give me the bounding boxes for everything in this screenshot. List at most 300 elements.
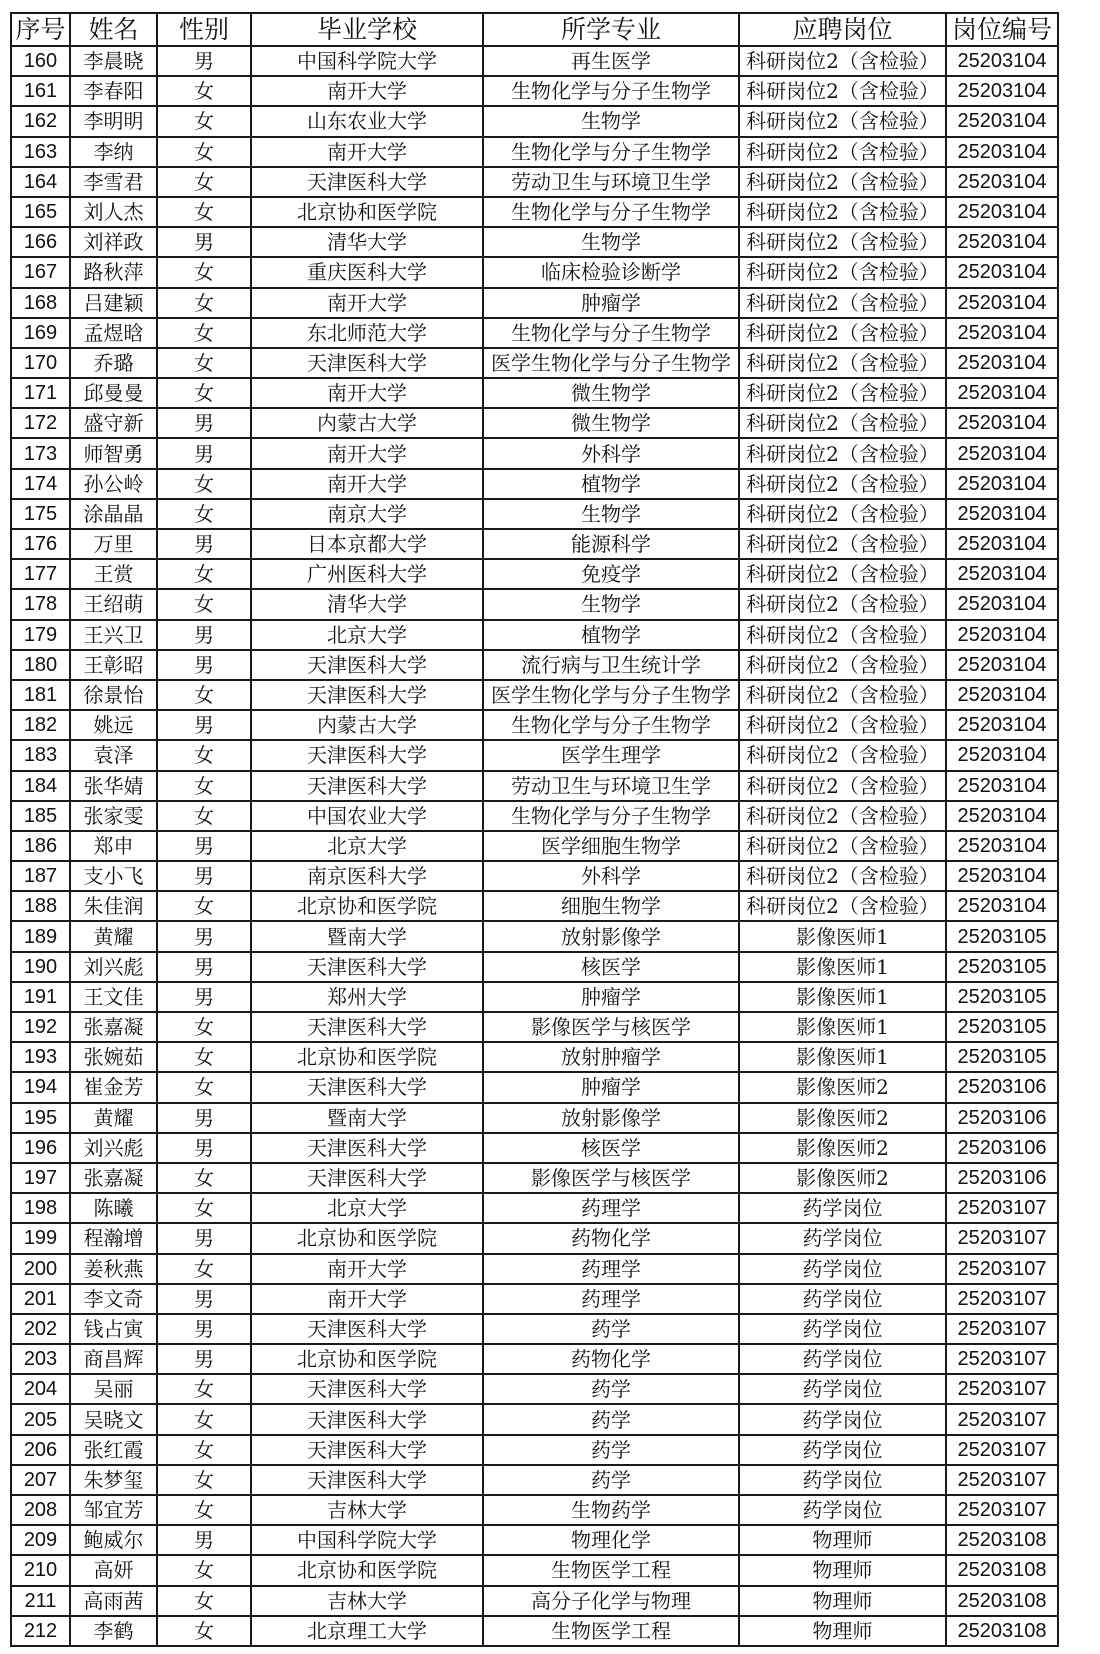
cell-index: 207 — [11, 1465, 70, 1495]
cell-position-code: 25203107 — [946, 1254, 1058, 1284]
cell-gender: 男 — [157, 982, 251, 1012]
cell-school: 南京大学 — [251, 499, 483, 529]
cell-gender: 女 — [157, 1586, 251, 1616]
cell-index: 187 — [11, 861, 70, 891]
cell-position: 科研岗位2（含检验） — [739, 861, 946, 891]
cell-index: 168 — [11, 288, 70, 318]
cell-gender: 女 — [157, 1495, 251, 1525]
table-row — [11, 589, 1058, 619]
cell-major: 生物化学与分子生物学 — [483, 801, 739, 831]
header-name: 姓名 — [70, 13, 157, 46]
cell-position: 影像医师2 — [739, 1133, 946, 1163]
cell-school: 北京协和医学院 — [251, 1223, 483, 1253]
cell-name: 程瀚增 — [70, 1223, 157, 1253]
cell-index: 178 — [11, 589, 70, 619]
cell-name: 王绍萌 — [70, 589, 157, 619]
cell-major: 药物化学 — [483, 1344, 739, 1374]
cell-school: 山东农业大学 — [251, 106, 483, 136]
cell-gender: 女 — [157, 740, 251, 770]
cell-major: 外科学 — [483, 861, 739, 891]
cell-index: 169 — [11, 318, 70, 348]
cell-index: 163 — [11, 137, 70, 167]
cell-major: 肿瘤学 — [483, 1072, 739, 1102]
cell-major: 药学 — [483, 1404, 739, 1434]
cell-major: 放射影像学 — [483, 921, 739, 951]
cell-gender: 女 — [157, 167, 251, 197]
cell-gender: 女 — [157, 137, 251, 167]
cell-gender: 女 — [157, 1435, 251, 1465]
cell-position-code: 25203104 — [946, 620, 1058, 650]
cell-gender: 男 — [157, 46, 251, 76]
cell-position-code: 25203107 — [946, 1374, 1058, 1404]
cell-school: 吉林大学 — [251, 1495, 483, 1525]
table-row — [11, 1586, 1058, 1616]
table-body — [11, 46, 1058, 1646]
cell-major: 免疫学 — [483, 559, 739, 589]
cell-index: 193 — [11, 1042, 70, 1072]
cell-school: 南开大学 — [251, 438, 483, 468]
table-row — [11, 469, 1058, 499]
table-row — [11, 106, 1058, 136]
cell-index: 190 — [11, 952, 70, 982]
header-school: 毕业学校 — [251, 13, 483, 46]
cell-position-code: 25203105 — [946, 1042, 1058, 1072]
cell-school: 南开大学 — [251, 469, 483, 499]
table-row — [11, 861, 1058, 891]
cell-position-code: 25203104 — [946, 197, 1058, 227]
cell-gender: 男 — [157, 1223, 251, 1253]
table-row — [11, 529, 1058, 559]
cell-name: 路秋萍 — [70, 257, 157, 287]
cell-index: 180 — [11, 650, 70, 680]
cell-school: 天津医科大学 — [251, 1465, 483, 1495]
cell-gender: 男 — [157, 408, 251, 438]
cell-school: 南开大学 — [251, 1254, 483, 1284]
cell-index: 181 — [11, 680, 70, 710]
table-row — [11, 1314, 1058, 1344]
cell-name: 李明明 — [70, 106, 157, 136]
cell-index: 160 — [11, 46, 70, 76]
table-row — [11, 257, 1058, 287]
cell-major: 肿瘤学 — [483, 982, 739, 1012]
cell-school: 中国农业大学 — [251, 801, 483, 831]
cell-school: 北京协和医学院 — [251, 1042, 483, 1072]
cell-school: 北京大学 — [251, 620, 483, 650]
table-row — [11, 438, 1058, 468]
cell-position: 科研岗位2（含检验） — [739, 408, 946, 438]
cell-index: 210 — [11, 1555, 70, 1585]
cell-school: 天津医科大学 — [251, 1435, 483, 1465]
cell-school: 天津医科大学 — [251, 952, 483, 982]
cell-index: 196 — [11, 1133, 70, 1163]
cell-major: 生物医学工程 — [483, 1616, 739, 1646]
cell-position: 科研岗位2（含检验） — [739, 167, 946, 197]
cell-position-code: 25203105 — [946, 1012, 1058, 1042]
cell-major: 能源科学 — [483, 529, 739, 559]
table-row — [11, 1223, 1058, 1253]
cell-index: 192 — [11, 1012, 70, 1042]
cell-index: 166 — [11, 227, 70, 257]
cell-index: 170 — [11, 348, 70, 378]
cell-position: 药学岗位 — [739, 1314, 946, 1344]
cell-name: 张华婧 — [70, 771, 157, 801]
cell-index: 182 — [11, 710, 70, 740]
table-row — [11, 46, 1058, 76]
cell-major: 生物化学与分子生物学 — [483, 197, 739, 227]
cell-name: 朱梦玺 — [70, 1465, 157, 1495]
table-row — [11, 771, 1058, 801]
cell-school: 吉林大学 — [251, 1586, 483, 1616]
cell-position-code: 25203104 — [946, 650, 1058, 680]
cell-position: 影像医师2 — [739, 1103, 946, 1133]
cell-major: 生物医学工程 — [483, 1555, 739, 1585]
cell-school: 日本京都大学 — [251, 529, 483, 559]
cell-major: 药理学 — [483, 1254, 739, 1284]
table-row — [11, 499, 1058, 529]
cell-major: 生物药学 — [483, 1495, 739, 1525]
cell-position: 科研岗位2（含检验） — [739, 529, 946, 559]
cell-gender: 男 — [157, 861, 251, 891]
cell-position-code: 25203104 — [946, 529, 1058, 559]
table-row — [11, 1012, 1058, 1042]
cell-position-code: 25203104 — [946, 891, 1058, 921]
cell-index: 195 — [11, 1103, 70, 1133]
cell-name: 乔璐 — [70, 348, 157, 378]
cell-major: 核医学 — [483, 952, 739, 982]
table-row — [11, 831, 1058, 861]
cell-position: 物理师 — [739, 1586, 946, 1616]
cell-index: 204 — [11, 1374, 70, 1404]
cell-position-code: 25203106 — [946, 1163, 1058, 1193]
cell-position-code: 25203107 — [946, 1465, 1058, 1495]
cell-position-code: 25203104 — [946, 408, 1058, 438]
cell-gender: 女 — [157, 680, 251, 710]
cell-position: 科研岗位2（含检验） — [739, 499, 946, 529]
cell-major: 放射肿瘤学 — [483, 1042, 739, 1072]
cell-index: 191 — [11, 982, 70, 1012]
cell-school: 天津医科大学 — [251, 1404, 483, 1434]
cell-position: 科研岗位2（含检验） — [739, 589, 946, 619]
cell-position: 影像医师1 — [739, 952, 946, 982]
cell-school: 南开大学 — [251, 1284, 483, 1314]
cell-major: 植物学 — [483, 620, 739, 650]
cell-position-code: 25203104 — [946, 227, 1058, 257]
cell-index: 171 — [11, 378, 70, 408]
cell-name: 万里 — [70, 529, 157, 559]
cell-position: 影像医师2 — [739, 1072, 946, 1102]
cell-school: 天津医科大学 — [251, 1374, 483, 1404]
cell-gender: 女 — [157, 1254, 251, 1284]
cell-name: 鲍威尔 — [70, 1525, 157, 1555]
cell-gender: 女 — [157, 1404, 251, 1434]
cell-position-code: 25203104 — [946, 469, 1058, 499]
cell-position: 药学岗位 — [739, 1193, 946, 1223]
cell-gender: 男 — [157, 1525, 251, 1555]
table-row — [11, 408, 1058, 438]
cell-school: 天津医科大学 — [251, 740, 483, 770]
cell-name: 王彰昭 — [70, 650, 157, 680]
cell-gender: 男 — [157, 227, 251, 257]
cell-gender: 女 — [157, 1465, 251, 1495]
cell-position: 物理师 — [739, 1525, 946, 1555]
cell-position-code: 25203107 — [946, 1193, 1058, 1223]
cell-name: 李鹤 — [70, 1616, 157, 1646]
header-row — [11, 13, 1058, 46]
cell-index: 206 — [11, 1435, 70, 1465]
cell-index: 185 — [11, 801, 70, 831]
table-row — [11, 318, 1058, 348]
cell-position: 药学岗位 — [739, 1495, 946, 1525]
cell-gender: 女 — [157, 1616, 251, 1646]
cell-school: 南京医科大学 — [251, 861, 483, 891]
cell-gender: 女 — [157, 76, 251, 106]
cell-name: 李纳 — [70, 137, 157, 167]
cell-gender: 女 — [157, 891, 251, 921]
cell-index: 173 — [11, 438, 70, 468]
cell-position: 科研岗位2（含检验） — [739, 620, 946, 650]
cell-index: 212 — [11, 1616, 70, 1646]
cell-name: 吴晓文 — [70, 1404, 157, 1434]
table-row — [11, 1284, 1058, 1314]
cell-position: 药学岗位 — [739, 1223, 946, 1253]
cell-position: 科研岗位2（含检验） — [739, 137, 946, 167]
cell-position: 药学岗位 — [739, 1435, 946, 1465]
cell-gender: 女 — [157, 771, 251, 801]
cell-major: 植物学 — [483, 469, 739, 499]
cell-position: 科研岗位2（含检验） — [739, 559, 946, 589]
cell-school: 南开大学 — [251, 288, 483, 318]
cell-major: 影像医学与核医学 — [483, 1163, 739, 1193]
cell-name: 支小飞 — [70, 861, 157, 891]
cell-school: 北京大学 — [251, 831, 483, 861]
cell-major: 生物化学与分子生物学 — [483, 76, 739, 106]
cell-gender: 女 — [157, 559, 251, 589]
cell-gender: 男 — [157, 1314, 251, 1344]
cell-name: 商昌辉 — [70, 1344, 157, 1374]
cell-position-code: 25203108 — [946, 1555, 1058, 1585]
cell-major: 再生医学 — [483, 46, 739, 76]
cell-gender: 男 — [157, 529, 251, 559]
cell-school: 内蒙古大学 — [251, 710, 483, 740]
table-row — [11, 76, 1058, 106]
cell-index: 176 — [11, 529, 70, 559]
cell-position: 科研岗位2（含检验） — [739, 318, 946, 348]
table-row — [11, 559, 1058, 589]
cell-position-code: 25203107 — [946, 1223, 1058, 1253]
cell-major: 物理化学 — [483, 1525, 739, 1555]
cell-name: 师智勇 — [70, 438, 157, 468]
table-row — [11, 1374, 1058, 1404]
cell-index: 179 — [11, 620, 70, 650]
cell-position-code: 25203104 — [946, 378, 1058, 408]
cell-index: 162 — [11, 106, 70, 136]
cell-position-code: 25203106 — [946, 1133, 1058, 1163]
cell-major: 临床检验诊断学 — [483, 257, 739, 287]
table-row — [11, 1163, 1058, 1193]
cell-index: 189 — [11, 921, 70, 951]
cell-name: 陈曦 — [70, 1193, 157, 1223]
cell-position-code: 25203107 — [946, 1344, 1058, 1374]
cell-name: 徐景怡 — [70, 680, 157, 710]
cell-school: 北京理工大学 — [251, 1616, 483, 1646]
cell-position-code: 25203104 — [946, 257, 1058, 287]
cell-school: 中国科学院大学 — [251, 46, 483, 76]
cell-school: 天津医科大学 — [251, 1133, 483, 1163]
cell-position: 药学岗位 — [739, 1284, 946, 1314]
table-row — [11, 167, 1058, 197]
table-row — [11, 710, 1058, 740]
cell-school: 北京协和医学院 — [251, 1555, 483, 1585]
cell-name: 钱占寅 — [70, 1314, 157, 1344]
cell-position-code: 25203105 — [946, 982, 1058, 1012]
cell-major: 高分子化学与物理 — [483, 1586, 739, 1616]
cell-position-code: 25203104 — [946, 831, 1058, 861]
table-row — [11, 1435, 1058, 1465]
cell-name: 李春阳 — [70, 76, 157, 106]
cell-position-code: 25203104 — [946, 106, 1058, 136]
cell-index: 209 — [11, 1525, 70, 1555]
cell-position: 科研岗位2（含检验） — [739, 891, 946, 921]
cell-gender: 男 — [157, 620, 251, 650]
cell-gender: 女 — [157, 589, 251, 619]
cell-school: 天津医科大学 — [251, 167, 483, 197]
cell-school: 天津医科大学 — [251, 348, 483, 378]
cell-position: 药学岗位 — [739, 1374, 946, 1404]
cell-position-code: 25203108 — [946, 1525, 1058, 1555]
cell-school: 郑州大学 — [251, 982, 483, 1012]
cell-index: 201 — [11, 1284, 70, 1314]
cell-name: 张嘉凝 — [70, 1012, 157, 1042]
cell-major: 微生物学 — [483, 378, 739, 408]
cell-major: 细胞生物学 — [483, 891, 739, 921]
cell-school: 天津医科大学 — [251, 1012, 483, 1042]
cell-gender: 男 — [157, 710, 251, 740]
cell-major: 生物化学与分子生物学 — [483, 137, 739, 167]
cell-name: 郑申 — [70, 831, 157, 861]
cell-position-code: 25203104 — [946, 680, 1058, 710]
cell-major: 流行病与卫生统计学 — [483, 650, 739, 680]
cell-major: 药物化学 — [483, 1223, 739, 1253]
cell-name: 张嘉凝 — [70, 1163, 157, 1193]
table-row — [11, 982, 1058, 1012]
cell-name: 袁泽 — [70, 740, 157, 770]
cell-gender: 男 — [157, 650, 251, 680]
cell-major: 劳动卫生与环境卫生学 — [483, 771, 739, 801]
cell-major: 生物学 — [483, 589, 739, 619]
cell-name: 高雨茜 — [70, 1586, 157, 1616]
table-row — [11, 227, 1058, 257]
cell-name: 刘兴彪 — [70, 1133, 157, 1163]
cell-major: 肿瘤学 — [483, 288, 739, 318]
cell-major: 医学生物化学与分子生物学 — [483, 680, 739, 710]
cell-school: 天津医科大学 — [251, 680, 483, 710]
cell-major: 劳动卫生与环境卫生学 — [483, 167, 739, 197]
cell-position-code: 25203104 — [946, 559, 1058, 589]
cell-index: 174 — [11, 469, 70, 499]
table-row — [11, 620, 1058, 650]
cell-name: 刘祥政 — [70, 227, 157, 257]
cell-position: 科研岗位2（含检验） — [739, 831, 946, 861]
cell-gender: 女 — [157, 257, 251, 287]
cell-position-code: 25203108 — [946, 1616, 1058, 1646]
cell-name: 王文佳 — [70, 982, 157, 1012]
cell-index: 197 — [11, 1163, 70, 1193]
cell-school: 中国科学院大学 — [251, 1525, 483, 1555]
cell-position: 科研岗位2（含检验） — [739, 710, 946, 740]
cell-name: 王兴卫 — [70, 620, 157, 650]
table-row — [11, 1465, 1058, 1495]
cell-name: 张红霞 — [70, 1435, 157, 1465]
cell-name: 黄耀 — [70, 921, 157, 951]
cell-school: 南开大学 — [251, 378, 483, 408]
cell-gender: 男 — [157, 921, 251, 951]
cell-index: 175 — [11, 499, 70, 529]
cell-gender: 女 — [157, 1042, 251, 1072]
cell-position: 科研岗位2（含检验） — [739, 438, 946, 468]
cell-gender: 男 — [157, 1133, 251, 1163]
cell-name: 崔金芳 — [70, 1072, 157, 1102]
cell-name: 姜秋燕 — [70, 1254, 157, 1284]
cell-school: 广州医科大学 — [251, 559, 483, 589]
cell-index: 208 — [11, 1495, 70, 1525]
cell-position: 科研岗位2（含检验） — [739, 740, 946, 770]
cell-gender: 女 — [157, 469, 251, 499]
cell-position: 科研岗位2（含检验） — [739, 348, 946, 378]
cell-gender: 女 — [157, 1193, 251, 1223]
cell-position: 影像医师2 — [739, 1163, 946, 1193]
cell-index: 161 — [11, 76, 70, 106]
cell-position: 药学岗位 — [739, 1344, 946, 1374]
cell-position-code: 25203104 — [946, 137, 1058, 167]
cell-gender: 男 — [157, 1103, 251, 1133]
cell-gender: 女 — [157, 378, 251, 408]
cell-major: 放射影像学 — [483, 1103, 739, 1133]
cell-name: 李文奇 — [70, 1284, 157, 1314]
table-row — [11, 1525, 1058, 1555]
cell-name: 涂晶晶 — [70, 499, 157, 529]
cell-gender: 男 — [157, 952, 251, 982]
table-row — [11, 1254, 1058, 1284]
cell-major: 核医学 — [483, 1133, 739, 1163]
cell-major: 药学 — [483, 1314, 739, 1344]
cell-school: 天津医科大学 — [251, 1163, 483, 1193]
table-row — [11, 1404, 1058, 1434]
cell-major: 医学生物化学与分子生物学 — [483, 348, 739, 378]
header-position-code: 岗位编号 — [946, 13, 1058, 46]
cell-gender: 男 — [157, 1344, 251, 1374]
cell-major: 生物学 — [483, 106, 739, 136]
cell-school: 内蒙古大学 — [251, 408, 483, 438]
cell-gender: 女 — [157, 1072, 251, 1102]
cell-school: 重庆医科大学 — [251, 257, 483, 287]
cell-gender: 女 — [157, 106, 251, 136]
cell-gender: 女 — [157, 348, 251, 378]
cell-position: 科研岗位2（含检验） — [739, 378, 946, 408]
cell-name: 姚远 — [70, 710, 157, 740]
cell-position: 科研岗位2（含检验） — [739, 46, 946, 76]
cell-index: 211 — [11, 1586, 70, 1616]
cell-gender: 女 — [157, 197, 251, 227]
cell-major: 医学生理学 — [483, 740, 739, 770]
cell-name: 刘人杰 — [70, 197, 157, 227]
table-row — [11, 1193, 1058, 1223]
cell-position-code: 25203107 — [946, 1435, 1058, 1465]
cell-position: 科研岗位2（含检验） — [739, 288, 946, 318]
cell-position: 科研岗位2（含检验） — [739, 257, 946, 287]
table-row — [11, 348, 1058, 378]
table-row — [11, 1042, 1058, 1072]
cell-school: 清华大学 — [251, 589, 483, 619]
